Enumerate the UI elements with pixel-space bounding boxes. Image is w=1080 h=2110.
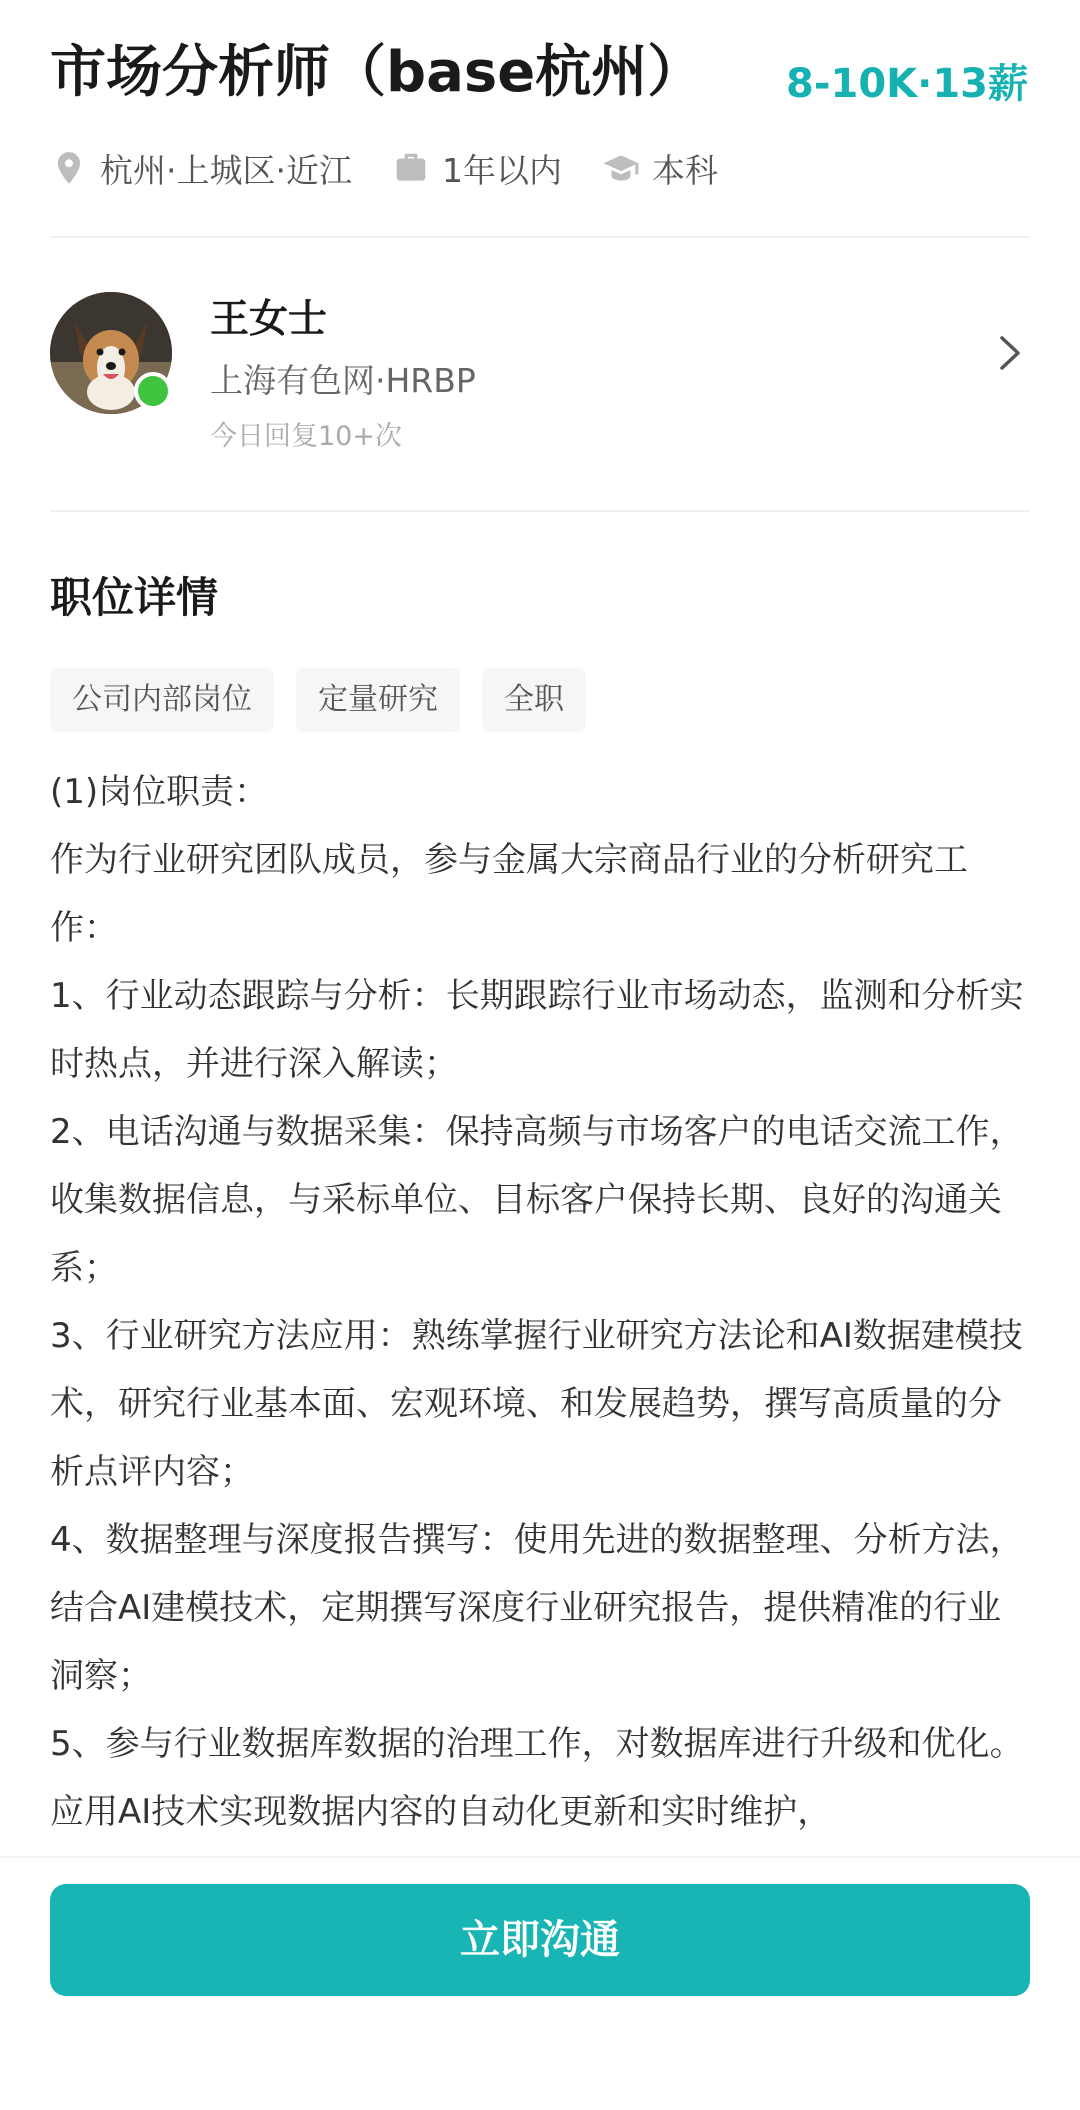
graduation-cap-icon xyxy=(602,149,640,187)
divider xyxy=(50,510,1030,512)
online-status-dot xyxy=(134,372,172,410)
meta-experience xyxy=(392,145,562,192)
description-paragraph: 作为行业研究团队成员，参与金属大宗商品行业的分析研究工作： xyxy=(50,840,968,948)
description-paragraph: (1)岗位职责： xyxy=(50,772,269,812)
job-tag: 定量研究 xyxy=(296,668,460,732)
description-paragraph: 4、数据整理与深度报告撰写：使用先进的数据整理、分析方法，结合AI建模技术，定期撰写深度行业研究报告，提供精准的行业洞察； xyxy=(50,1520,1024,1696)
meta-education xyxy=(602,145,718,192)
briefcase-icon xyxy=(392,149,430,187)
education-text: 本科 xyxy=(651,150,718,190)
chat-now-button[interactable]: 立即沟通 xyxy=(50,1884,1030,1996)
job-tags xyxy=(50,668,608,732)
description-paragraph: 2、电话沟通与数据采集：保持高频与市场客户的电话交流工作，收集数据信息，与采标单位、目标客户保持长期、良好的沟通关系； xyxy=(50,1112,1024,1288)
section-title-job-details: 职位详情 xyxy=(50,573,219,622)
avatar-wrapper xyxy=(50,292,172,414)
divider xyxy=(50,236,1030,238)
chevron-right-icon[interactable] xyxy=(990,328,1030,378)
job-title: 市场分析师（base杭州） xyxy=(50,40,704,105)
job-meta-row xyxy=(50,142,758,194)
job-tag: 公司内部岗位 xyxy=(50,668,274,732)
recruiter-reply-stat: 今日回复10+次 xyxy=(210,421,402,452)
experience-text: 1年以内 xyxy=(441,150,562,190)
recruiter-company-role: 上海有色网·HRBP xyxy=(210,361,476,400)
recruiter-name: 王女士 xyxy=(210,297,328,342)
description-paragraph: 1、行业动态跟踪与分析：长期跟踪行业市场动态，监测和分析实时热点，并进行深入解读； xyxy=(50,976,1024,1084)
bottom-action-bar xyxy=(0,1856,1080,2110)
recruiter-card[interactable] xyxy=(50,288,1030,468)
meta-location xyxy=(50,145,352,192)
salary-label: 8-10K·13薪 xyxy=(786,61,1028,107)
description-paragraph: 5、参与行业数据库数据的治理工作，对数据库进行升级和优化。应用AI技术实现数据内容的自动化更新和实时维护， xyxy=(50,1724,1024,1832)
description-paragraph: 3、行业研究方法应用：熟练掌握行业研究方法论和AI数据建模技术，研究行业基本面、宏观环境、和发展趋势，撰写高质量的分析点评内容； xyxy=(50,1316,1023,1492)
location-text: 杭州·上城区·近江 xyxy=(100,150,352,190)
location-icon xyxy=(50,149,88,187)
job-tag: 全职 xyxy=(482,668,586,732)
job-description xyxy=(50,758,1030,1842)
